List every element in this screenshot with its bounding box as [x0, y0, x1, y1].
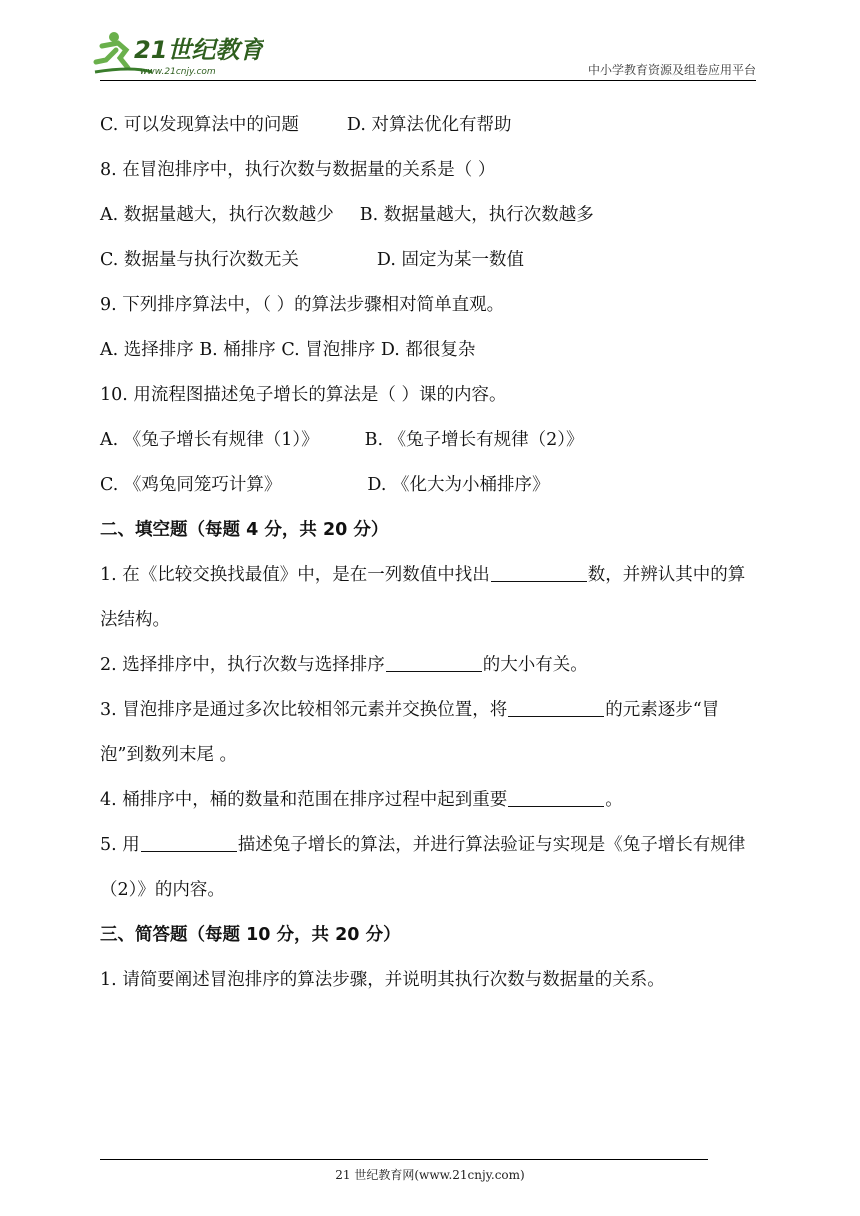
q8-option-c: C. 数据量与执行次数无关 [100, 250, 299, 270]
fill-question-3: 3. 冒泡排序是通过多次比较相邻元素并交换位置，将 的元素逐步“冒泡”到数列末尾 。 [100, 700, 720, 765]
q10-stem: 10. 用流程图描述兔子增长的算法是（ ）课的内容。 [100, 385, 507, 405]
q8-stem: 8. 在冒泡排序中，执行次数与数据量的关系是（ ） [100, 160, 496, 180]
q10-option-b: B. 《兔子增长有规律（2）》 [364, 430, 584, 450]
fill-question-1: 1. 在《比较交换找最值》中，是在一列数值中找出 数，并辨认其中的算法结构。 [100, 565, 746, 630]
q10-option-a: A. 《兔子增长有规律（1）》 [100, 430, 319, 450]
footer-rule [100, 1159, 708, 1160]
fill-blank-5[interactable] [141, 833, 237, 852]
q8-option-a: A. 数据量越大，执行次数越少 [100, 205, 334, 225]
q8-option-b: B. 数据量越大，执行次数越多 [359, 205, 594, 225]
q9-options: A. 选择排序 B. 桶排序 C. 冒泡排序 D. 都很复杂 [100, 340, 476, 360]
footer-text: 21 世纪教育网(www.21cnjy.com) [335, 1168, 525, 1182]
fill-blank-1[interactable] [491, 563, 587, 582]
q8-options-row-1 [100, 193, 762, 238]
fill-blank-3[interactable] [508, 698, 604, 717]
q8-options-row-2 [100, 238, 762, 283]
platform-name: 中小学教育资源及组卷应用平台 [587, 63, 756, 77]
fill-blank-4[interactable] [508, 788, 604, 807]
short-answer-1: 1. 请简要阐述冒泡排序的算法步骤，并说明其执行次数与数据量的关系。 [100, 970, 665, 990]
svg-text:21世纪教育: 21世纪教育 [134, 36, 264, 64]
svg-text:www.21cnjy.com: www.21cnjy.com [140, 67, 216, 77]
q10-option-c: C. 《鸡兔同笼巧计算》 [100, 475, 282, 495]
fill-question-4: 4. 桶排序中，桶的数量和范围在排序过程中起到重要 。 [100, 790, 623, 810]
fill-blank-2[interactable] [386, 653, 482, 672]
q7-options-row [100, 103, 762, 148]
header-rule [100, 80, 756, 81]
q9-stem: 9. 下列排序算法中，（ ）的算法步骤相对简单直观。 [100, 295, 505, 315]
fill-question-2: 2. 选择排序中，执行次数与选择排序 的大小有关。 [100, 655, 588, 675]
q10-options-row-2 [100, 463, 762, 508]
exam-content [100, 103, 762, 1003]
section2-title: 二、填空题（每题 4 分，共 20 分） [100, 520, 389, 540]
page-header [0, 0, 860, 90]
q7-option-d: D. 对算法优化有帮助 [346, 115, 512, 135]
section3-title: 三、简答题（每题 10 分，共 20 分） [100, 925, 401, 945]
logo-21cnjy [92, 28, 264, 80]
q10-options-row-1 [100, 418, 762, 463]
q8-option-d: D. 固定为某一数值 [376, 250, 524, 270]
q10-option-d: D. 《化大为小桶排序》 [367, 475, 550, 495]
q7-option-c: C. 可以发现算法中的问题 [100, 115, 299, 135]
fill-question-5: 5. 用 描述兔子增长的算法，并进行算法验证与实现是《兔子增长有规律（2）》的内容。 [100, 835, 746, 900]
